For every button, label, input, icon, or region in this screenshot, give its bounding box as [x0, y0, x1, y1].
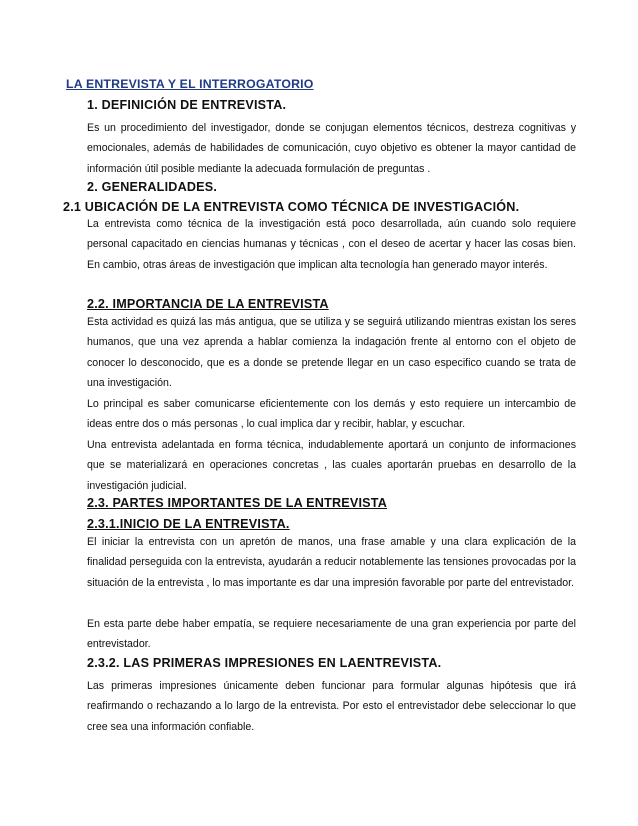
document-title: LA ENTREVISTA Y EL INTERROGATORIO [66, 77, 314, 91]
heading-importancia: 2.2. IMPORTANCIA DE LA ENTREVISTA [87, 297, 329, 311]
heading-inicio: 2.3.1.INICIO DE LA ENTREVISTA. [87, 517, 290, 531]
paragraph-importancia-3: Una entrevista adelantada en forma técnica, indudablemente aportará un conjunto de informaciones que se materializará en operaciones concretas , las cuales aportarán pruebas en desarrollo de la investigación judicial. [87, 439, 576, 492]
heading-ubicacion: 2.1 UBICACIÓN DE LA ENTREVISTA COMO TÉCNICA DE INVESTIGACIÓN. [63, 200, 520, 214]
paragraph-importancia-1: Esta actividad es quizá las más antigua, que se utiliza y se seguirá utilizando mientras existan los seres humanos, que una vez aprenda a hablar comienza la indagación frente al entorno con el objeto de conocer lo desconocido, que es a donde se pretende llegar en un caso especifico cuando se trata de una investigación. [87, 316, 576, 390]
heading-generalidades: 2. GENERALIDADES. [87, 180, 218, 194]
paragraph-ubicacion: La entrevista como técnica de la investigación está poco desarrollada, aún cuando solo requiere personal capacitado en ciencias humanas y técnicas , con el deseo de acertar y hacer las cosas bien. En cambio, otras áreas de investigación que implican alta tecnología han generado mayor interés. [87, 218, 576, 271]
heading-definicion: 1. DEFINICIÓN DE ENTREVISTA. [87, 98, 287, 112]
paragraph-inicio-2: En esta parte debe haber empatía, se requiere necesariamente de una gran experiencia por parte del entrevistador. [87, 618, 576, 651]
paragraph-primeras-impresiones: Las primeras impresiones únicamente deben funcionar para formular algunas hipótesis que irá reafirmando o rechazando a lo largo de la entrevista. Por esto el entrevistador debe seleccionar lo que cree sea una información confiable. [87, 680, 576, 733]
paragraph-inicio-1: El iniciar la entrevista con un apretón de manos, una frase amable y una clara explicación de la finalidad perseguida con la entrevista, ayudarán a reducir notablemente las tensiones provocadas por la situación de la entrevista , lo mas importante es dar una impresión favorable por parte del entrevistador. [87, 536, 576, 589]
heading-partes: 2.3. PARTES IMPORTANTES DE LA ENTREVISTA [87, 496, 388, 510]
heading-primeras-impresiones: 2.3.2. LAS PRIMERAS IMPRESIONES EN LAENTREVISTA. [87, 656, 442, 670]
paragraph-definicion: Es un procedimiento del investigador, donde se conjugan elementos técnicos, destreza cognitivas y emocionales, además de habilidades de comunicación, cuyo objetivo es obtener la mayor cantidad de información útil posible mediante la adecuada formulación de preguntas . [87, 122, 576, 175]
paragraph-importancia-2: Lo principal es saber comunicarse eficientemente con los demás y esto requiere un intercambio de ideas entre dos o más personas , lo cual implica dar y recibir, hablar, y escuchar. [87, 398, 576, 431]
